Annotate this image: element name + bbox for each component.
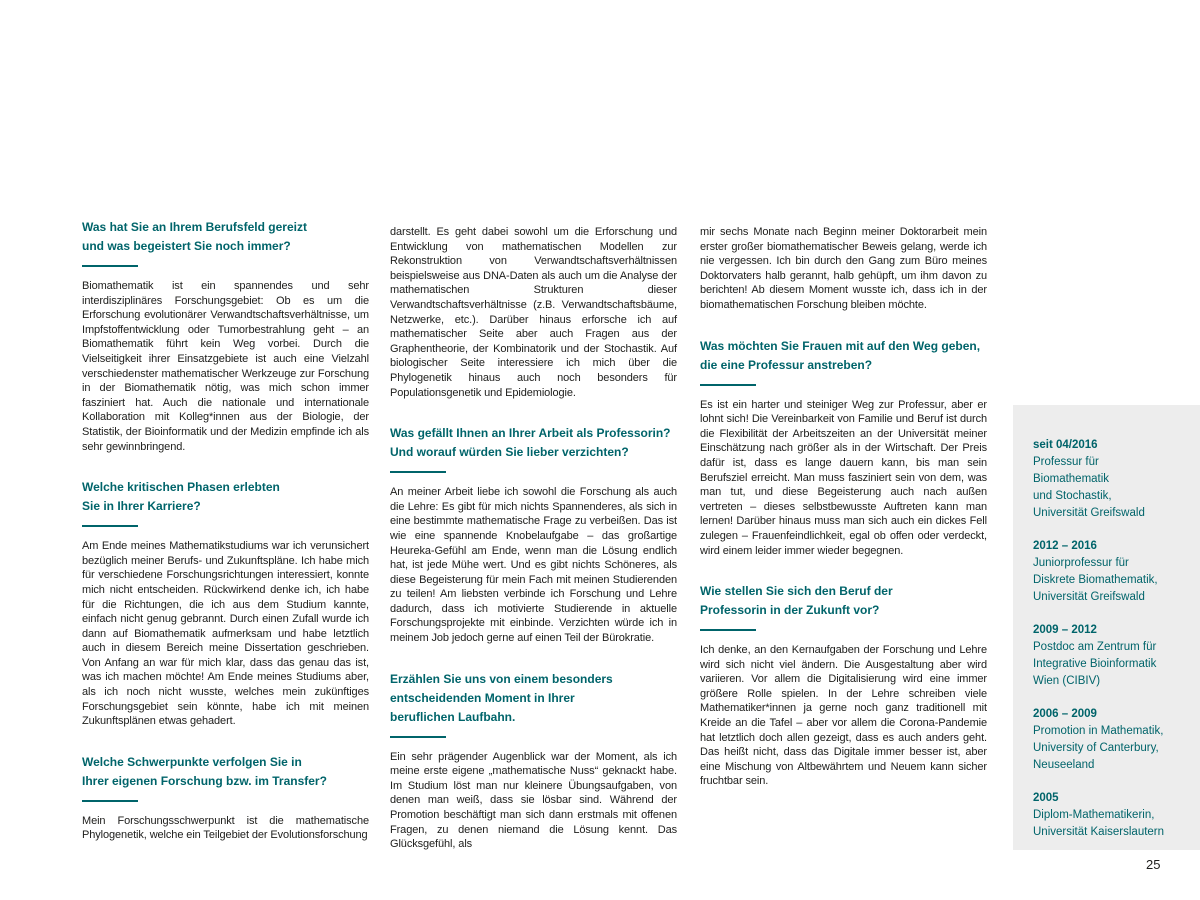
text-column-3 bbox=[700, 218, 987, 789]
cv-line: Promotion in Mathematik, bbox=[1033, 725, 1164, 737]
cv-line: University of Canterbury, bbox=[1033, 742, 1159, 754]
heading-rule bbox=[82, 525, 138, 527]
cv-period: 2009 – 2012 bbox=[1033, 624, 1097, 636]
interview-answer: Ein sehr prägender Augenblick war der Moment, als ich meine erste eigene „mathematische Nuss“ geknackt habe. Im Studium löst man nur kleinere Übungsaufgaben, von denen man weiß, dass sie lösbar sind. Während der Promotion beschäftigt man sich dann erstmals mit offenen Fragen, zu denen niemand die Lösung kennt. Das Glücksgefühl, als bbox=[390, 750, 677, 851]
cv-line: Diplom-Mathematikerin, bbox=[1033, 809, 1155, 821]
cv-entry bbox=[1033, 706, 1186, 774]
question-line: Sie in Ihrer Karriere? bbox=[82, 499, 201, 514]
question-line: Welche kritischen Phasen erlebten bbox=[82, 480, 280, 495]
cv-line: Integrative Bioinformatik bbox=[1033, 658, 1157, 670]
heading-rule bbox=[700, 629, 756, 631]
interview-answer-continuation: darstellt. Es geht dabei sowohl um die Erforschung und Entwicklung von mathematischen Modellen zur Rekonstruktion von Verwandtschaftsverhältnissen beispielsweise aus DNA-Daten als auch um die Analyse der mathematischen Strukturen dieser Verwandtschaftsverhältnisse (z.B. Verwandtschaftsbäume, Netzwerke, etc.). Darüber hinaus erforsche ich auf mathematischer Seite aber auch Fragen aus der Graphentheorie, der Kombinatorik und der Stochastik. Auf biologischer Seite interessiere ich mich über die Phylogenetik hinaus auch noch besonders für Populationsgenetik und Epidemiologie. bbox=[390, 226, 677, 399]
cv-line: Universität Kaiserslautern bbox=[1033, 826, 1165, 838]
interview-answer: Ich denke, an den Kernaufgaben der Forschung und Lehre wird sich nicht viel ändern. Die Ausgestaltung aber wird variieren. Vor allem die Digitalisierung wird eine immer größere Rolle spielen. In der Lehre schreiben viele Mathematiker*innen ja gerne noch ganz traditionell mit Kreide an die Tafel – aber vor allem die Corona-Pandemie hat letztlich doch allen gezeigt, dass es auch anders geht. Das heißt nicht, dass das Digitale immer besser ist, aber eine Mischung von Altbewährtem und Neuem kann sicher fruchtbar sein. bbox=[700, 644, 987, 788]
question-line: Und worauf würden Sie lieber verzichten? bbox=[390, 445, 629, 460]
question-line: entscheidenden Moment in Ihrer bbox=[390, 690, 575, 705]
heading-rule bbox=[390, 736, 446, 738]
interview-answer-continuation: mir sechs Monate nach Beginn meiner Doktorarbeit mein erster großer biomathematischer Beweis gelang, werde ich nie vergessen. Ich bin durch den Gang zum Büro meines Doktorvaters halb gerannt, halb gehüpft, um ihm davon zu berichten! Ab diesem Moment wusste ich, dass ich in der biomathematischen Forschung bleiben möchte. bbox=[700, 226, 987, 311]
interview-answer: Es ist ein harter und steiniger Weg zur Professur, aber er lohnt sich! Die Vereinbarkeit von Familie und Beruf ist durch die Flexibilität der Arbeitszeiten an der Universität meiner Einschätzung nach größer als in der Wirtschaft. Der Preis dafür ist, dass es lange dauern kann, bis man sein Berufsziel erreicht. Man muss fasziniert sein von dem, was man tut, und diese Begeisterung auch nach außen vertreten – dieses selbstbewusste Auftreten kann man lernen! Darüber hinaus muss man sich auch ein dickes Fell zulegen – Frauenfeindlichkeit, egal ob offen oder verdeckt, wird einem leider immer wieder begegnen. bbox=[700, 398, 987, 557]
question-line: Was möchten Sie Frauen mit auf den Weg geben, bbox=[700, 338, 981, 353]
cv-entry bbox=[1033, 538, 1186, 606]
cv-line: Neuseeland bbox=[1033, 759, 1095, 771]
interview-answer: Am Ende meines Mathematikstudiums war ich verunsichert bezüglich meiner Berufs- und Zukunftspläne. Ich habe mich für verschiedene Forschungsrichtungen interessiert, konnte mich nicht entscheiden. Rückwirkend denke ich, ich habe für die Richtungen, die ich aus dem Studium kannte, einfach nicht genug gebrannt. Durch einen Zufall wurde ich dann auf Biomathematik aufmerksam und habe letztlich auch in diesem Bereich meine Dissertation geschrieben. Von Anfang an war für mich klar, dass das genau das ist, was ich machen möchte! Am Ende meines Studiums aber, als ich noch nicht wusste, welches mein zukünftiges Forschungsgebiet sein könnte, habe ich mit meinen Zukunftsplänen etwas gehadert. bbox=[82, 540, 369, 728]
interview-question bbox=[390, 670, 677, 738]
question-line: Erzählen Sie uns von einem besonders bbox=[390, 671, 613, 686]
interview-question bbox=[390, 424, 677, 473]
heading-rule bbox=[390, 471, 446, 473]
interview-answer: Mein Forschungsschwerpunkt ist die mathematische Phylogenetik, welche ein Teilgebiet der Evolutionsforschung bbox=[82, 814, 369, 842]
cv-entry bbox=[1033, 622, 1186, 690]
interview-answer: An meiner Arbeit liebe ich sowohl die Forschung als auch die Lehre: Es gibt für mich nichts Spannenderes, als sich in eine bestimmte mathematische Frage zu verbeißen. Das ist wie eine spannende Knobelaufgabe – das großartige Heureka-Gefühl am Ende, wenn man die Lösung endlich hat, ist jede Mühe wert. Und es gibt nichts Schöneres, als diese Begeisterung für mein Fach mit meinen Studierenden zu teilen! Am liebsten verbinde ich Forschung und Lehre dadurch, dass ich motivierte Studierende in aktuelle Forschungsprojekte mit einbinde. Verzichten würde ich in meinem Job jedoch gerne auf einen Teil der Bürokratie. bbox=[390, 486, 677, 645]
text-column-2 bbox=[390, 218, 677, 852]
heading-rule bbox=[700, 384, 756, 386]
question-line: Professorin in der Zukunft vor? bbox=[700, 603, 880, 618]
cv-line: Diskrete Biomathematik, bbox=[1033, 574, 1158, 586]
cv-sidebar bbox=[1013, 405, 1200, 850]
heading-rule bbox=[82, 265, 138, 267]
cv-line: Biomathematik bbox=[1033, 473, 1110, 485]
question-line: Welche Schwerpunkte verfolgen Sie in bbox=[82, 754, 302, 769]
heading-rule bbox=[82, 800, 138, 802]
cv-entry bbox=[1033, 790, 1186, 841]
interview-question bbox=[700, 337, 987, 386]
question-line: und was begeistert Sie noch immer? bbox=[82, 239, 291, 253]
question-line: die eine Professur anstreben? bbox=[700, 357, 873, 372]
cv-line: Postdoc am Zentrum für bbox=[1033, 641, 1157, 653]
interview-question bbox=[82, 478, 369, 527]
cv-line: Universität Greifswald bbox=[1033, 507, 1145, 519]
cv-period: 2005 bbox=[1033, 792, 1059, 804]
page-number: 25 bbox=[1146, 857, 1161, 872]
cv-line: Universität Greifswald bbox=[1033, 591, 1145, 603]
cv-period: 2012 – 2016 bbox=[1033, 540, 1097, 552]
question-line: Ihrer eigenen Forschung bzw. im Transfer? bbox=[82, 773, 327, 788]
cv-period: 2006 – 2009 bbox=[1033, 708, 1097, 720]
question-line: beruflichen Laufbahn. bbox=[390, 709, 516, 724]
interview-question bbox=[82, 218, 369, 267]
cv-period: seit 04/2016 bbox=[1033, 439, 1098, 451]
cv-line: Wien (CIBIV) bbox=[1033, 675, 1101, 687]
interview-answer: Biomathematik ist ein spannendes und sehr interdisziplinäres Forschungsgebiet: Ob es um die Erforschung evolutionärer Verwandtschaftsverhältnisse, um Impfstoffentwicklung oder Tumorbestrahlung geht – an Biomathematik führt kein Weg vorbei. Durch die Vielseitigkeit ihrer Einsatzgebiete ist auch eine Vielzahl verschiedenster mathematischer Werkzeuge zur Forschung in der Biomathematik nötig, was mich schon immer fasziniert hat. Auch die nationale und internationale Kollaboration mit Kolleg*innen aus der Biologie, der Statistik, der Bioinformatik und der Medizin empfinde ich als sehr gewinnbringend. bbox=[82, 280, 369, 453]
cv-line: und Stochastik, bbox=[1033, 490, 1112, 502]
interview-question bbox=[82, 753, 369, 802]
interview-question bbox=[700, 582, 987, 631]
cv-entry bbox=[1033, 437, 1186, 522]
question-line: Was hat Sie an Ihrem Berufsfeld gereizt bbox=[82, 220, 307, 234]
question-line: Was gefällt Ihnen an Ihrer Arbeit als Professorin? bbox=[390, 426, 671, 441]
cv-line: Juniorprofessur für bbox=[1033, 557, 1129, 569]
cv-line: Professur für bbox=[1033, 456, 1099, 468]
text-column-1 bbox=[82, 218, 369, 843]
question-line: Wie stellen Sie sich den Beruf der bbox=[700, 584, 893, 599]
